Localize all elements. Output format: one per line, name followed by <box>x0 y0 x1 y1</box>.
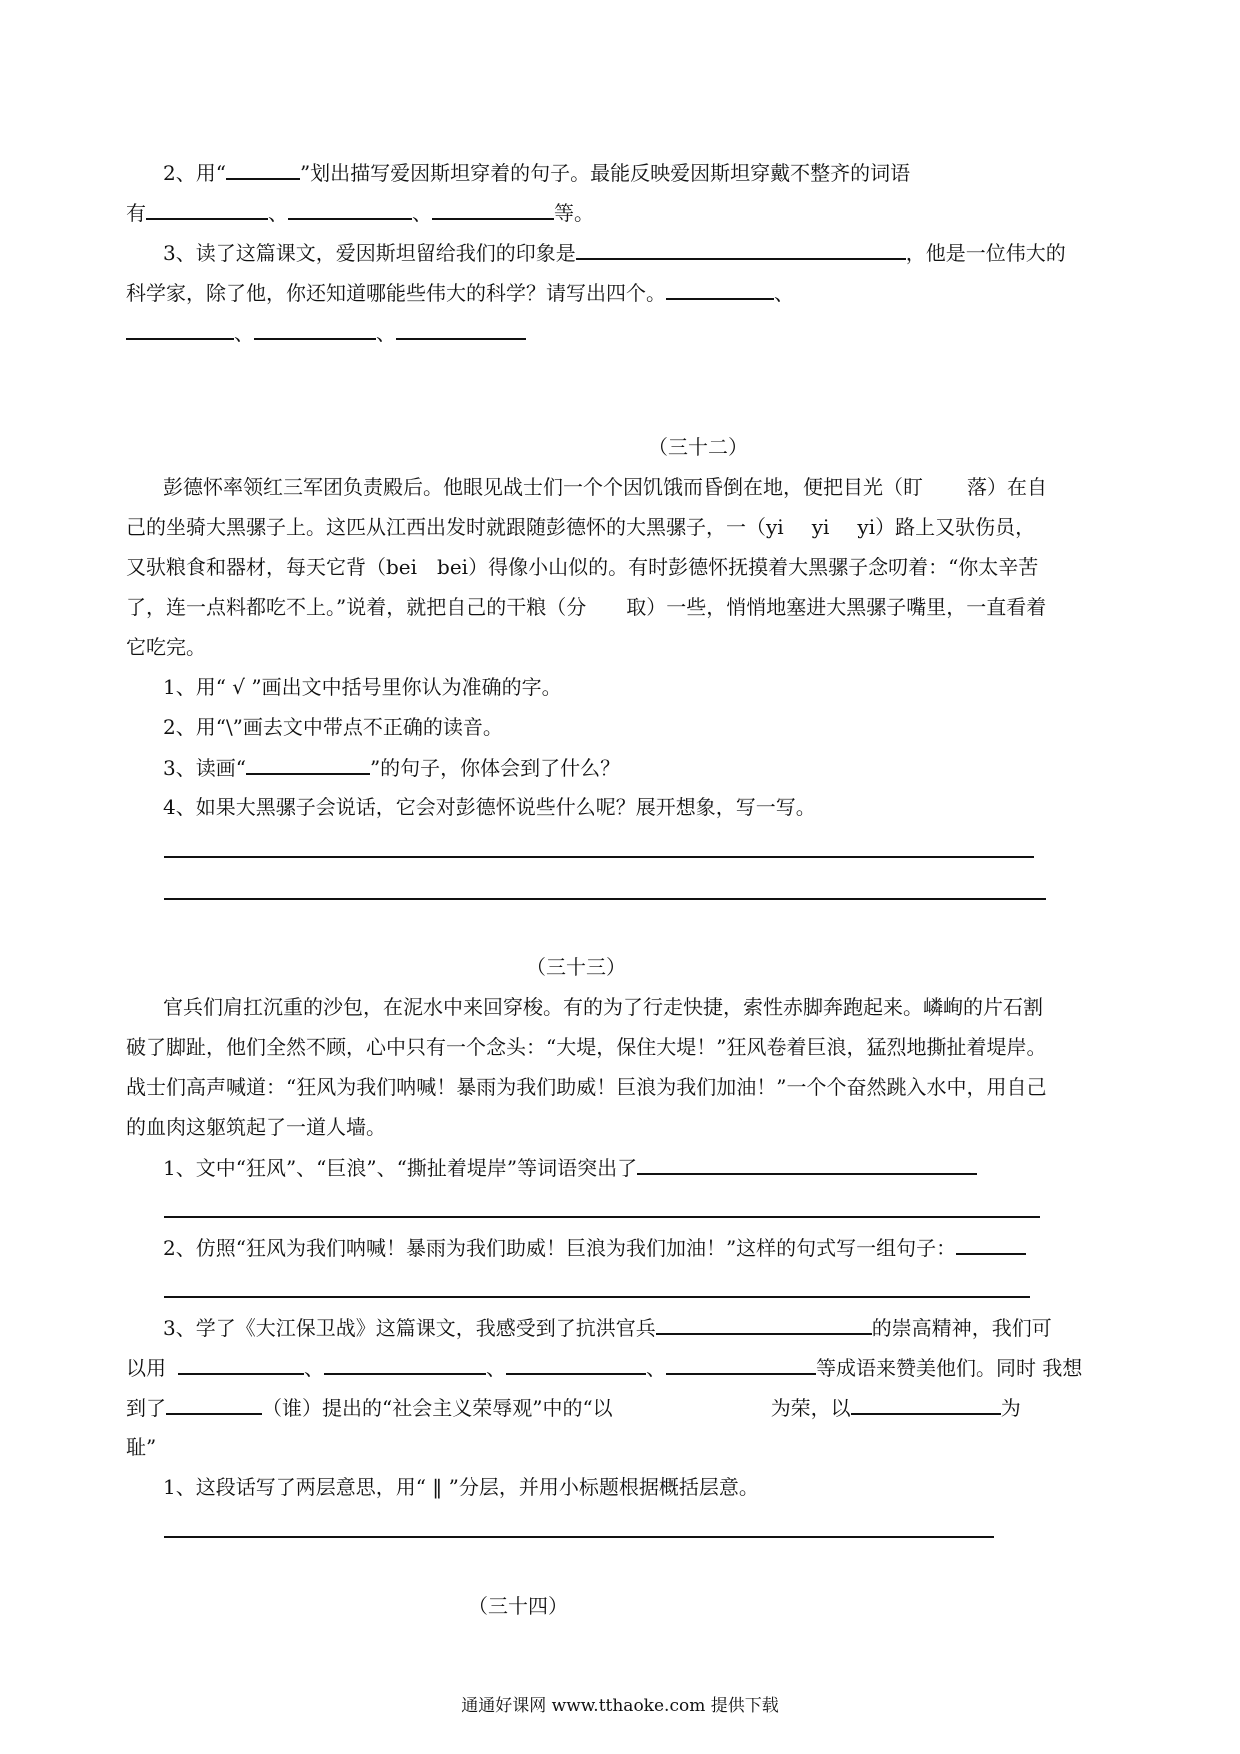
answer-blank[interactable] <box>666 278 774 300</box>
s33-question-3-line4: 耻” <box>126 1435 157 1459</box>
s33-question-3-line2: 以用 、 、 、 等成语来赞美他们。同时 我想 <box>126 1353 1082 1381</box>
answer-blank[interactable] <box>637 1153 977 1175</box>
answer-blank[interactable] <box>506 1353 646 1375</box>
answer-blank[interactable] <box>576 238 906 260</box>
s32-passage-line1: 彭德怀率领红三军团负责殿后。他眼见战士们一个个因饥饿而昏倒在地，便把目光（盯 落）在自 <box>163 475 1047 499</box>
s32-question-3: 3、读画“ ”的句子，你体会到了什么？ <box>163 753 620 781</box>
answer-line[interactable] <box>164 1216 1040 1218</box>
answer-blank[interactable] <box>178 1353 304 1375</box>
s33-question-3-line3: 到了 （谁）提出的“社会主义荣辱观”中的“以 为荣，以 为 <box>126 1393 1021 1421</box>
s33-passage-line2: 破了脚趾，他们全然不顾，心中只有一个念头：“大堤，保住大堤！”狂风卷着巨浪，猛烈地撕扯着堤岸。 <box>126 1035 1047 1059</box>
answer-blank[interactable] <box>146 198 268 220</box>
answer-blank[interactable] <box>432 198 554 220</box>
s32-passage-line4: 了，连一点料都吃不上。”说着，就把自己的干粮（分 取）一些，悄悄地塞进大黑骡子嘴里，一直看着 <box>126 595 1047 619</box>
answer-blank[interactable] <box>666 1353 816 1375</box>
s33-question-3-line1: 3、学了《大江保卫战》这篇课文，我感受到了抗洪官兵 的崇高精神，我们可 <box>163 1313 1052 1341</box>
answer-blank[interactable] <box>956 1233 1026 1255</box>
s32-question-1: 1、用“ √ ”画出文中括号里你认为准确的字。 <box>163 675 562 699</box>
s33-passage-line4: 的血肉这躯筑起了一道人墙。 <box>126 1115 386 1139</box>
answer-blank[interactable] <box>324 1353 486 1375</box>
s31-question-3-line2: 科学家，除了他，你还知道哪能些伟大的科学？请写出四个。 、 <box>126 278 794 306</box>
page-footer: 通通好课网 www.tthaoke.com 提供下载 <box>461 1696 779 1716</box>
s32-passage-line3: 又驮粮食和器材，每天它背（bei bei）得像小山似的。有时彭德怀抚摸着大黑骡子念叨着：“你太辛苦 <box>126 555 1039 579</box>
s32-passage-line5: 它吃完。 <box>126 635 206 659</box>
answer-blank[interactable] <box>656 1313 872 1335</box>
answer-blank[interactable] <box>246 753 370 775</box>
answer-blank[interactable] <box>166 1393 262 1415</box>
s33-passage-line1: 官兵们肩扛沉重的沙包，在泥水中来回穿梭。有的为了行走快捷，索性赤脚奔跑起来。嶙峋的片石割 <box>163 995 1043 1019</box>
answer-blank[interactable] <box>288 198 412 220</box>
s33-question-1: 1、文中“狂风”、“巨浪”、“撕扯着堤岸”等词语突出了 <box>163 1153 977 1181</box>
s31-question-3-line1: 3、读了这篇课文，爱因斯坦留给我们的印象是 ，他是一位伟大的 <box>163 238 1066 266</box>
s33-passage-line3: 战士们高声喊道：“狂风为我们呐喊！暴雨为我们助威！巨浪为我们加油！”一个个奋然跳入水中，用自己 <box>126 1075 1047 1099</box>
section-33-title: （三十三） <box>526 955 626 979</box>
answer-blank[interactable] <box>226 158 300 180</box>
answer-line[interactable] <box>164 1536 994 1538</box>
s32-question-4: 4、如果大黑骡子会说话，它会对彭德怀说些什么呢？展开想象，写一写。 <box>163 795 816 819</box>
answer-line[interactable] <box>164 856 1034 858</box>
section-34-title: （三十四） <box>468 1594 568 1618</box>
s31-question-2-line2: 有 、 、 等。 <box>126 198 594 226</box>
answer-blank[interactable] <box>254 318 376 340</box>
answer-blank[interactable] <box>851 1393 1001 1415</box>
section-32-title: （三十二） <box>648 435 748 459</box>
s31-question-2-line1: 2、用“ ”划出描写爱因斯坦穿着的句子。最能反映爱因斯坦穿戴不整齐的词语 <box>163 158 910 186</box>
s32-question-2: 2、用“\”画去文中带点不正确的读音。 <box>163 715 503 739</box>
s32-passage-line2: 己的坐骑大黑骡子上。这匹从江西出发时就跟随彭德怀的大黑骡子，一（yi yi yi）路上又驮伤员， <box>126 515 1036 539</box>
s33-question-4: 1、这段话写了两层意思，用“ ‖ ”分层，并用小标题根据概括层意。 <box>163 1475 759 1499</box>
answer-line[interactable] <box>164 1296 1030 1298</box>
answer-blank[interactable] <box>126 318 234 340</box>
answer-line[interactable] <box>164 898 1046 900</box>
s33-question-2: 2、仿照“狂风为我们呐喊！暴雨为我们助威！巨浪为我们加油！”这样的句式写一组句子： <box>163 1233 1026 1261</box>
s31-question-3-line3: 、 、 <box>126 318 526 346</box>
answer-blank[interactable] <box>396 318 526 340</box>
